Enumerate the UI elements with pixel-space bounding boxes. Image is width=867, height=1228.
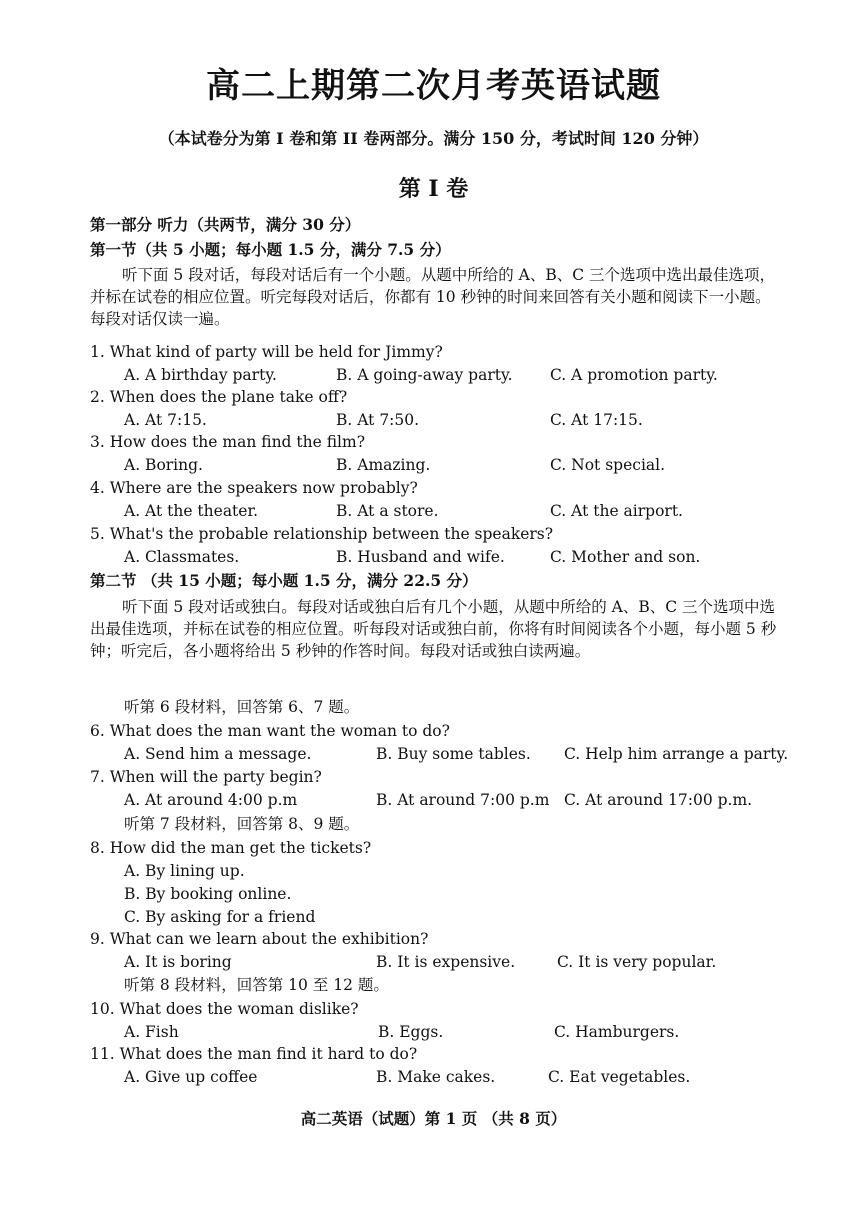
question-1-option-b: B. A going-away party. [336, 366, 513, 384]
question-7: 7. When will the party begin? [90, 768, 322, 786]
material-7-note: 听第 7 段材料，回答第 8、9 题。 [124, 815, 360, 833]
question-1: 1. What kind of party will be held for Jimmy? [90, 343, 443, 361]
question-7-option-a: A. At around 4:00 p.m [124, 791, 298, 809]
question-1-option-c: C. A promotion party. [550, 366, 718, 384]
question-4-option-b: B. At a store. [336, 502, 439, 520]
question-2-option-a: A. At 7:15. [124, 411, 207, 429]
question-5: 5. What's the probable relationship between the speakers? [90, 525, 554, 543]
question-11-option-a: A. Give up coffee [124, 1068, 258, 1086]
page-footer: 高二英语（试题）第 1 页 （共 8 页） [300, 1109, 567, 1128]
section2-instruction: 听下面 5 段对话或独白。每段对话或独白后有几个小题，从题中所给的 A、B、C 三个选项中选出最佳选项，并标在试卷的相应位置。听每段对话或独白前，你将有时间阅读各个小题，每小题 5 秒钟；听完后，各小题将给出 5 秒钟的作答时间。每段对话或独白读两遍。 [90, 598, 777, 660]
question-11-option-c: C. Eat vegetables. [548, 1068, 691, 1086]
question-6-option-a: A. Send him a message. [124, 745, 312, 763]
question-11-option-b: B. Make cakes. [376, 1068, 496, 1086]
question-4-option-a: A. At the theater. [124, 502, 259, 520]
question-11: 11. What does the man find it hard to do? [90, 1045, 418, 1063]
question-4: 4. Where are the speakers now probably? [90, 479, 418, 497]
section1-heading: 第一节（共 5 小题；每小题 1.5 分，满分 7.5 分） [90, 240, 451, 259]
question-3-option-a: A. Boring. [124, 456, 203, 474]
section2-heading: 第二节 （共 15 小题；每小题 1.5 分，满分 22.5 分） [90, 571, 478, 590]
question-8-option-b: B. By booking online. [124, 885, 292, 903]
question-3: 3. How does the man find the film? [90, 433, 366, 451]
question-10-option-b: B. Eggs. [378, 1023, 444, 1041]
question-8: 8. How did the man get the tickets? [90, 839, 372, 857]
question-2: 2. When does the plane take off? [90, 388, 348, 406]
question-4-option-c: C. At the airport. [550, 502, 683, 520]
question-6: 6. What does the man want the woman to do? [90, 722, 450, 740]
question-7-option-b: B. At around 7:00 p.m [376, 791, 550, 809]
part-heading: 第一部分 听力（共两节，满分 30 分） [90, 215, 361, 234]
question-6-option-c: C. Help him arrange a party. [564, 745, 789, 763]
material-8-note: 听第 8 段材料，回答第 10 至 12 题。 [124, 976, 389, 994]
question-10-option-c: C. Hamburgers. [554, 1023, 680, 1041]
question-2-option-b: B. At 7:50. [336, 411, 420, 429]
exam-subtitle: （本试卷分为第 I 卷和第 II 卷两部分。满分 150 分，考试时间 120 分钟） [158, 129, 709, 148]
question-5-option-c: C. Mother and son. [550, 548, 701, 566]
question-8-option-a: A. By lining up. [124, 862, 245, 880]
question-5-option-a: A. Classmates. [124, 548, 240, 566]
material-6-note: 听第 6 段材料，回答第 6、7 题。 [124, 698, 360, 716]
question-6-option-b: B. Buy some tables. [376, 745, 531, 763]
exam-title: 高二上期第二次月考英语试题 [206, 66, 661, 106]
volume-heading: 第 I 卷 [398, 176, 469, 202]
question-10: 10. What does the woman dislike? [90, 1000, 359, 1018]
question-9-option-c: C. It is very popular. [557, 953, 717, 971]
question-9: 9. What can we learn about the exhibition? [90, 930, 429, 948]
question-5-option-b: B. Husband and wife. [336, 548, 505, 566]
question-9-option-b: B. It is expensive. [376, 953, 516, 971]
question-7-option-c: C. At around 17:00 p.m. [564, 791, 753, 809]
section1-instruction: 听下面 5 段对话，每段对话后有一个小题。从题中所给的 A、B、C 三个选项中选出最佳选项，并标在试卷的相应位置。听完每段对话后，你都有 10 秒钟的时间来回答有关小题和阅读下一小题。每段对话仅读一遍。 [90, 266, 776, 328]
question-3-option-b: B. Amazing. [336, 456, 431, 474]
question-10-option-a: A. Fish [124, 1023, 179, 1041]
question-3-option-c: C. Not special. [550, 456, 666, 474]
question-1-option-a: A. A birthday party. [124, 366, 277, 384]
question-9-option-a: A. It is boring [124, 953, 232, 971]
question-8-option-c: C. By asking for a friend [124, 908, 316, 926]
question-2-option-c: C. At 17:15. [550, 411, 643, 429]
